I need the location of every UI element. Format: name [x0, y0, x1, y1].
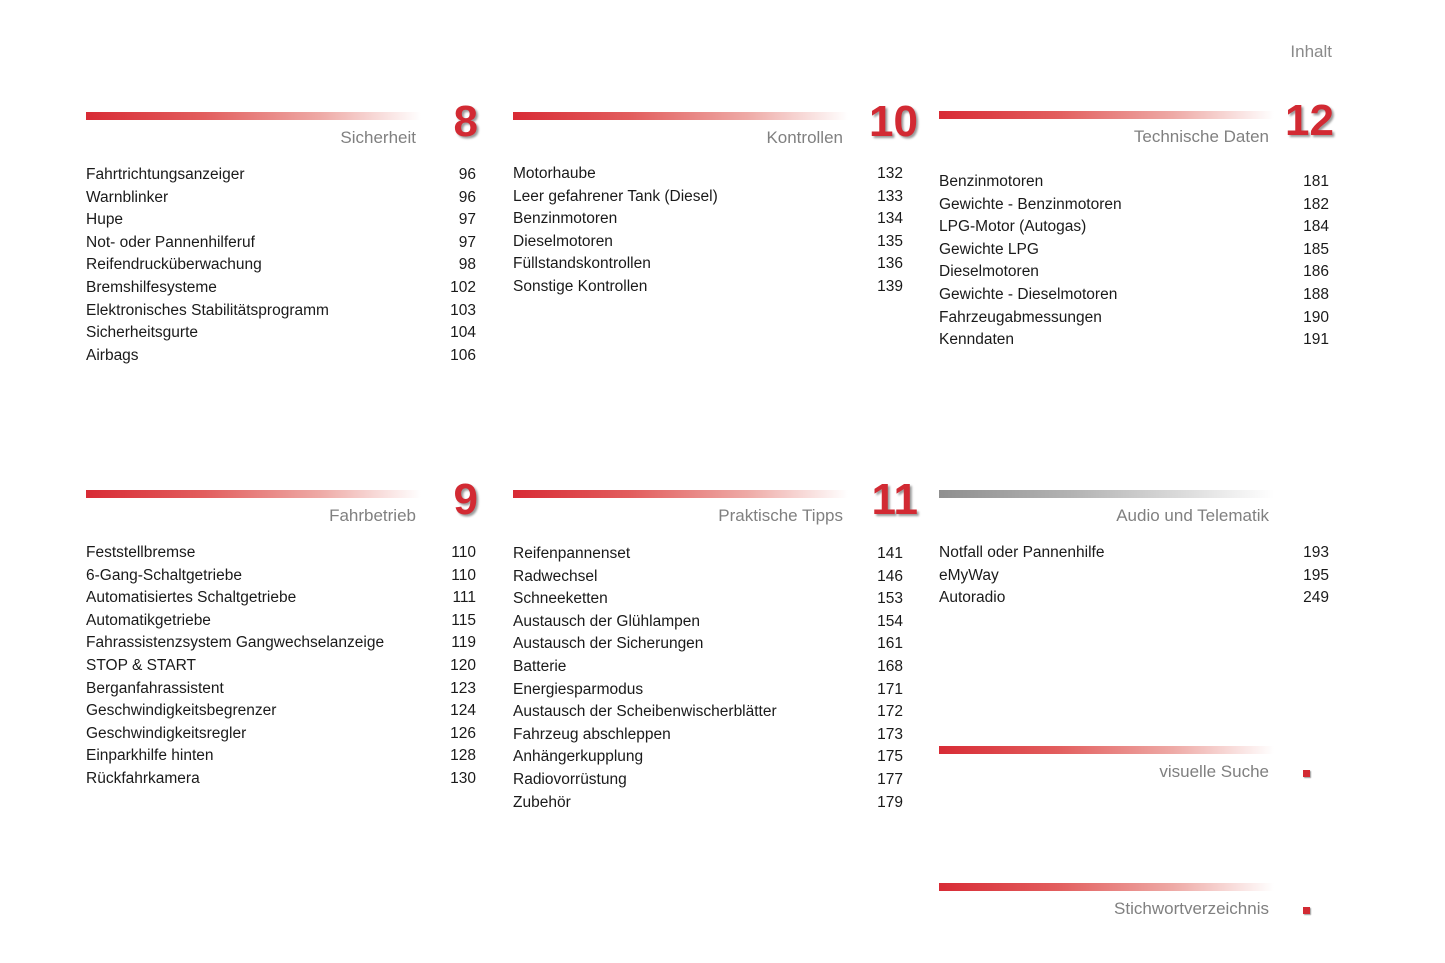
toc-entry[interactable]: STOP & START 120 — [86, 656, 476, 674]
toc-list — [939, 542, 1329, 610]
section-title[interactable]: Technische Daten — [1133, 127, 1269, 146]
section-title[interactable]: Stichwortverzeichnis — [1114, 899, 1269, 918]
section-header-bar — [939, 883, 1274, 891]
toc-list — [86, 542, 476, 791]
section-title[interactable]: Praktische Tipps — [718, 506, 843, 525]
toc-entry[interactable]: Fahrtrichtungsanzeiger 96 — [86, 166, 476, 183]
toc-entry[interactable]: Airbags 106 — [86, 346, 476, 364]
toc-entry[interactable]: Geschwindigkeitsbegrenzer 124 — [86, 702, 476, 720]
toc-entry[interactable]: LPG-Motor (Autogas) 184 — [939, 218, 1329, 236]
section-number: 12 — [1285, 96, 1334, 145]
toc-entry[interactable]: Gewichte - Dieselmotoren 188 — [939, 285, 1329, 303]
toc-entry[interactable]: Automatisiertes Schaltgetriebe 111 — [86, 589, 476, 607]
section-header-bar — [939, 490, 1274, 498]
toc-entry[interactable]: Sonstige Kontrollen 139 — [513, 277, 903, 295]
toc-entry[interactable]: Not- oder Pannenhilferuf 97 — [86, 233, 476, 251]
toc-entry[interactable]: Batterie 168 — [513, 657, 903, 675]
toc-entry[interactable]: Einparkhilfe hinten 128 — [86, 747, 476, 765]
toc-entry[interactable]: Dieselmotoren 135 — [513, 232, 903, 250]
toc-list — [939, 171, 1329, 352]
section-praktische-tipps — [513, 475, 918, 820]
toc-entry[interactable]: Radiovorrüstung 177 — [513, 770, 903, 788]
toc-entry[interactable]: Motorhaube 132 — [513, 165, 903, 182]
toc-entry[interactable]: Autoradio 249 — [939, 589, 1329, 607]
toc-list — [513, 163, 903, 299]
toc-entry[interactable]: Automatikgetriebe 115 — [86, 611, 476, 629]
section-header-bar — [939, 746, 1274, 754]
toc-entry[interactable]: Reifenpannenset 141 — [513, 545, 903, 562]
section-kontrollen — [513, 97, 918, 312]
section-header-bar — [513, 490, 848, 498]
toc-entry[interactable]: Warnblinker 96 — [86, 188, 476, 206]
section-stichwortverzeichnis — [939, 883, 1339, 923]
toc-entry[interactable]: Benzinmotoren 134 — [513, 210, 903, 228]
toc-entry[interactable]: Geschwindigkeitsregler 126 — [86, 724, 476, 742]
section-title[interactable]: Sicherheit — [340, 128, 416, 147]
section-sicherheit — [86, 97, 486, 372]
section-header-bar — [86, 112, 421, 120]
toc-entry[interactable]: Austausch der Glühlampen 154 — [513, 612, 903, 630]
section-marker-icon — [1303, 907, 1310, 914]
toc-entry[interactable]: Feststellbremse 110 — [86, 544, 476, 561]
toc-entry[interactable]: Gewichte - Benzinmotoren 182 — [939, 195, 1329, 213]
toc-entry[interactable]: 6-Gang-Schaltgetriebe 110 — [86, 566, 476, 584]
section-number: 10 — [869, 97, 918, 146]
toc-list — [86, 164, 476, 367]
toc-entry[interactable]: Energiesparmodus 171 — [513, 680, 903, 698]
toc-entry[interactable]: Fahrassistenzsystem Gangwechselanzeige 119 — [86, 634, 476, 652]
page-label: Inhalt — [1290, 42, 1332, 61]
section-title[interactable]: Audio und Telematik — [1116, 506, 1269, 525]
toc-entry[interactable]: Kenndaten 191 — [939, 331, 1329, 349]
toc-entry[interactable]: Reifendrucküberwachung 98 — [86, 256, 476, 274]
toc-entry[interactable]: Hupe 97 — [86, 211, 476, 229]
toc-entry[interactable]: Füllstandskontrollen 136 — [513, 255, 903, 273]
section-header-bar — [513, 112, 848, 120]
section-technische-daten — [939, 96, 1339, 361]
section-fahrbetrieb — [86, 475, 486, 800]
toc-entry[interactable]: Fahrzeugabmessungen 190 — [939, 308, 1329, 326]
toc-entry[interactable]: Schneeketten 153 — [513, 590, 903, 608]
section-title[interactable]: Fahrbetrieb — [329, 506, 416, 525]
toc-list — [513, 543, 903, 814]
toc-entry[interactable]: Notfall oder Pannenhilfe 193 — [939, 544, 1329, 561]
section-title[interactable]: visuelle Suche — [1159, 762, 1269, 781]
toc-entry[interactable]: Berganfahrassistent 123 — [86, 679, 476, 697]
toc-entry[interactable]: Zubehör 179 — [513, 793, 903, 811]
toc-entry[interactable]: Benzinmotoren 181 — [939, 173, 1329, 190]
section-header-bar — [86, 490, 421, 498]
toc-entry[interactable]: eMyWay 195 — [939, 566, 1329, 584]
section-number: 8 — [453, 97, 478, 146]
toc-entry[interactable]: Rückfahrkamera 130 — [86, 769, 476, 787]
section-audio-telematik — [939, 490, 1339, 620]
toc-entry[interactable]: Bremshilfesysteme 102 — [86, 278, 476, 296]
toc-entry[interactable]: Anhängerkupplung 175 — [513, 748, 903, 766]
section-title[interactable]: Kontrollen — [766, 128, 843, 147]
toc-entry[interactable]: Elektronisches Stabilitätsprogramm 103 — [86, 301, 476, 319]
section-number: 9 — [453, 475, 478, 524]
toc-entry[interactable]: Fahrzeug abschleppen 173 — [513, 725, 903, 743]
section-marker-icon — [1303, 770, 1310, 777]
section-visuelle-suche — [939, 746, 1339, 786]
section-number: 11 — [871, 475, 918, 524]
toc-entry[interactable]: Dieselmotoren 186 — [939, 263, 1329, 281]
section-header-bar — [939, 111, 1274, 119]
toc-entry[interactable]: Austausch der Sicherungen 161 — [513, 635, 903, 653]
toc-entry[interactable]: Radwechsel 146 — [513, 567, 903, 585]
toc-entry[interactable]: Gewichte LPG 185 — [939, 240, 1329, 258]
toc-entry[interactable]: Leer gefahrener Tank (Diesel) 133 — [513, 187, 903, 205]
toc-entry[interactable]: Sicherheitsgurte 104 — [86, 324, 476, 342]
toc-entry[interactable]: Austausch der Scheibenwischerblätter 172 — [513, 703, 903, 721]
